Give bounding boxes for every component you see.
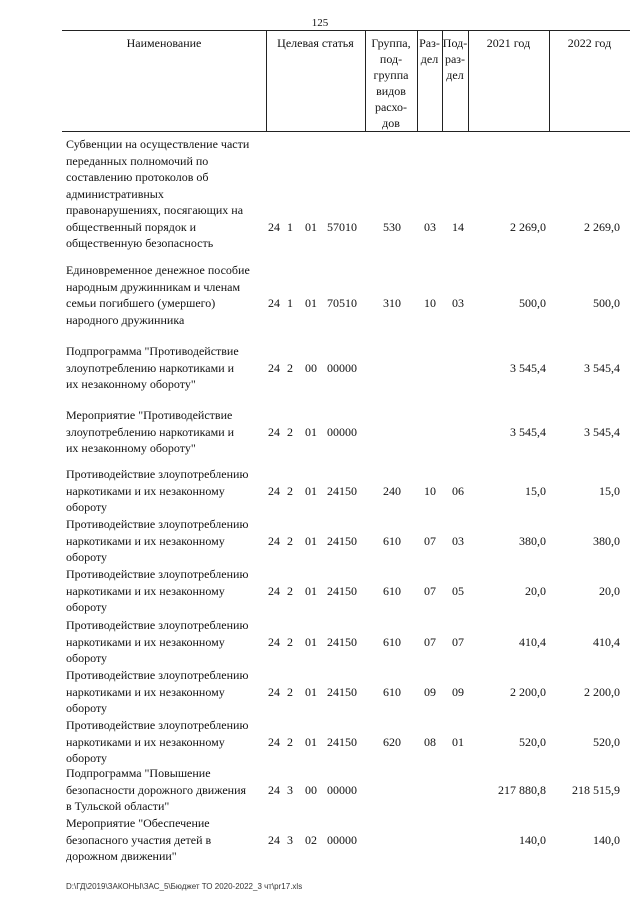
target-code-program: 24 xyxy=(268,634,280,649)
header-target: Целевая статья xyxy=(277,36,354,50)
row-name-line: наркотиками и их незаконному xyxy=(66,734,225,749)
row-name-line: административных xyxy=(66,186,164,201)
amount-2021: 3 545,4 xyxy=(510,360,546,375)
subsection-code: 05 xyxy=(452,583,464,598)
amount-2022: 380,0 xyxy=(593,533,620,548)
target-code-program: 24 xyxy=(268,360,280,375)
row-name xyxy=(66,343,266,393)
subsection-code: 09 xyxy=(452,684,464,699)
table-row xyxy=(0,262,640,328)
amount-2021: 140,0 xyxy=(519,832,546,847)
target-code-event: 01 xyxy=(305,583,317,598)
header-subsection-line: Под- xyxy=(442,36,468,50)
amount-2021: 15,0 xyxy=(525,483,546,498)
amount-2022: 20,0 xyxy=(599,583,620,598)
section-code: 10 xyxy=(424,483,436,498)
subsection-code: 01 xyxy=(452,734,464,749)
target-code-direction: 24150 xyxy=(327,684,357,699)
target-code-subprogram: 2 xyxy=(287,583,293,598)
header-section-line: Раз- xyxy=(419,36,440,50)
header-subsection-line: дел xyxy=(446,68,464,82)
amount-2022: 3 545,4 xyxy=(584,360,620,375)
amount-2021: 520,0 xyxy=(519,734,546,749)
target-code-subprogram: 2 xyxy=(287,684,293,699)
row-name-line: общественный порядок и xyxy=(66,219,197,234)
header-group-line: видов xyxy=(376,84,406,98)
target-code-direction: 00000 xyxy=(327,424,357,439)
page-number: 125 xyxy=(311,17,329,29)
amount-2021: 380,0 xyxy=(519,533,546,548)
row-name-line: наркотиками и их незаконному xyxy=(66,533,225,548)
row-name-line: наркотиками и их незаконному xyxy=(66,583,225,598)
row-name-line: их незаконному обороту" xyxy=(66,377,196,391)
section-code: 08 xyxy=(424,734,436,749)
row-name-line: злоупотреблению наркотиками и xyxy=(66,360,235,375)
table-row xyxy=(0,466,640,516)
target-code-subprogram: 1 xyxy=(287,296,293,310)
table-row xyxy=(0,667,640,717)
row-name-line: Единовременное денежное пособие xyxy=(66,263,250,277)
file-path-footer: D:\ГД\2019\ЗАКОНЫ\ЗАС_5\Бюджет ТО 2020-2022_3 чт\pr17.xls xyxy=(66,882,303,891)
subsection-code: 03 xyxy=(452,296,464,310)
target-code-subprogram: 2 xyxy=(287,424,293,439)
target-code-direction: 24150 xyxy=(327,583,357,598)
table-row xyxy=(0,717,640,767)
header-year-2022: 2022 год xyxy=(567,36,612,50)
target-code-event: 01 xyxy=(305,684,317,699)
row-name xyxy=(66,815,266,865)
header-subsection xyxy=(442,31,468,131)
row-name-line: обороту xyxy=(66,500,108,514)
row-name-line: народным дружинникам и членам xyxy=(66,279,241,294)
target-code-direction: 24150 xyxy=(327,734,357,749)
target-code-event: 02 xyxy=(305,832,317,847)
amount-2022: 520,0 xyxy=(593,734,620,749)
expense-group: 240 xyxy=(383,483,401,498)
target-code-subprogram: 2 xyxy=(287,483,293,498)
row-name-line: Противодействие злоупотреблению xyxy=(66,517,249,531)
target-code-program: 24 xyxy=(268,219,280,234)
row-name xyxy=(66,136,266,252)
expense-group: 610 xyxy=(383,533,401,548)
header-section xyxy=(417,31,442,131)
target-code-event: 01 xyxy=(305,424,317,439)
expense-group: 620 xyxy=(383,734,401,749)
amount-2022: 410,4 xyxy=(593,634,620,649)
subsection-code: 03 xyxy=(452,533,464,548)
amount-2021: 20,0 xyxy=(525,583,546,598)
column-divider xyxy=(365,30,366,131)
row-name-line: общественную безопасность xyxy=(66,236,214,250)
target-code-subprogram: 3 xyxy=(287,832,293,847)
header-section-line: дел xyxy=(420,52,439,66)
target-code-event: 01 xyxy=(305,296,317,310)
amount-2022: 140,0 xyxy=(593,832,620,847)
row-name xyxy=(66,566,266,616)
target-code-event: 01 xyxy=(305,219,317,234)
row-name-line: обороту xyxy=(66,751,108,765)
target-code-direction: 24150 xyxy=(327,483,357,498)
column-divider xyxy=(468,30,469,131)
amount-2022: 218 515,9 xyxy=(572,782,620,797)
row-name-line: Противодействие злоупотреблению xyxy=(66,668,249,682)
row-name-line: Противодействие злоупотреблению xyxy=(66,718,249,732)
target-code-program: 24 xyxy=(268,734,280,749)
table-row xyxy=(0,136,640,252)
amount-2022: 2 200,0 xyxy=(584,684,620,699)
section-code: 09 xyxy=(424,684,436,699)
amount-2021: 2 200,0 xyxy=(510,684,546,699)
target-code-subprogram: 1 xyxy=(287,219,293,234)
target-code-event: 01 xyxy=(305,483,317,498)
target-code-direction: 00000 xyxy=(327,782,357,797)
header-group-line: дов xyxy=(382,116,400,130)
target-code-program: 24 xyxy=(268,483,280,498)
row-name-line: обороту xyxy=(66,600,108,614)
target-code-event: 01 xyxy=(305,734,317,749)
row-name xyxy=(66,765,266,815)
row-name-line: составлению протоколов об xyxy=(66,170,209,184)
row-name-line: народного дружинника xyxy=(66,312,185,327)
row-name-line: обороту xyxy=(66,651,108,665)
amount-2021: 2 269,0 xyxy=(510,219,546,234)
target-code-subprogram: 3 xyxy=(287,782,293,797)
header-group-line: Группа, xyxy=(371,36,411,50)
subsection-code: 07 xyxy=(452,634,464,649)
column-divider xyxy=(442,30,443,131)
row-name-line: правонарушениях, посягающих на xyxy=(66,203,244,217)
table-row xyxy=(0,343,640,393)
expense-group: 310 xyxy=(383,296,401,310)
target-code-program: 24 xyxy=(268,583,280,598)
amount-2022: 500,0 xyxy=(593,296,620,310)
header-year-2021: 2021 год xyxy=(486,36,531,50)
section-code: 10 xyxy=(424,296,436,310)
row-name-line: наркотиками и их незаконному xyxy=(66,684,225,699)
row-name-line: наркотиками и их незаконному xyxy=(66,483,225,498)
target-code-program: 24 xyxy=(268,533,280,548)
row-name-line: Мероприятие "Обеспечение xyxy=(66,816,210,830)
column-divider xyxy=(549,30,550,131)
header-group xyxy=(365,31,417,131)
row-name-line: безопасного участия детей в xyxy=(66,832,212,847)
amount-2022: 15,0 xyxy=(599,483,620,498)
subsection-code: 14 xyxy=(452,219,464,234)
table-row xyxy=(0,617,640,667)
target-code-subprogram: 2 xyxy=(287,533,293,548)
row-name-line: Подпрограмма "Противодействие xyxy=(66,344,239,358)
row-name xyxy=(66,617,266,667)
target-code-direction: 24150 xyxy=(327,533,357,548)
row-name-line: дорожном движении" xyxy=(66,849,177,863)
row-name-line: их незаконному обороту" xyxy=(66,441,196,455)
row-name-line: в Тульской области" xyxy=(66,799,170,813)
section-code: 07 xyxy=(424,634,436,649)
table-row xyxy=(0,516,640,566)
row-name-line: Противодействие злоупотреблению xyxy=(66,467,249,481)
row-name-line: Мероприятие "Противодействие xyxy=(66,408,233,422)
amount-2021: 3 545,4 xyxy=(510,424,546,439)
target-code-direction: 57010 xyxy=(327,219,357,234)
column-divider xyxy=(417,30,418,131)
table-header xyxy=(62,30,630,132)
section-code: 07 xyxy=(424,583,436,598)
row-name xyxy=(66,262,266,328)
target-code-direction: 00000 xyxy=(327,832,357,847)
amount-2022: 2 269,0 xyxy=(584,219,620,234)
expense-group: 610 xyxy=(383,684,401,699)
row-name-line: Противодействие злоупотреблению xyxy=(66,567,249,581)
amount-2021: 500,0 xyxy=(519,296,546,310)
target-code-subprogram: 2 xyxy=(287,634,293,649)
row-name-line: Противодействие злоупотреблению xyxy=(66,618,249,632)
row-name-line: Субвенции на осуществление части xyxy=(66,137,250,151)
target-code-program: 24 xyxy=(268,782,280,797)
table-row xyxy=(0,566,640,616)
row-name-line: Подпрограмма "Повышение xyxy=(66,766,211,780)
header-group-line: группа xyxy=(373,68,409,82)
row-name xyxy=(66,466,266,516)
section-code: 03 xyxy=(424,219,436,234)
row-name xyxy=(66,717,266,767)
row-name-line: обороту xyxy=(66,550,108,564)
target-code-subprogram: 2 xyxy=(287,734,293,749)
target-code-program: 24 xyxy=(268,832,280,847)
target-code-direction: 70510 xyxy=(327,296,357,310)
expense-group: 610 xyxy=(383,634,401,649)
row-name-line: наркотиками и их незаконному xyxy=(66,634,225,649)
target-code-event: 00 xyxy=(305,360,317,375)
header-name: Наименование xyxy=(126,36,202,50)
row-name-line: безопасности дорожного движения xyxy=(66,782,247,797)
section-code: 07 xyxy=(424,533,436,548)
table-row xyxy=(0,765,640,815)
target-code-program: 24 xyxy=(268,296,280,310)
target-code-event: 01 xyxy=(305,533,317,548)
target-code-direction: 24150 xyxy=(327,634,357,649)
column-divider xyxy=(266,30,267,131)
row-name xyxy=(66,407,266,457)
row-name-line: злоупотреблению наркотиками и xyxy=(66,424,235,439)
target-code-subprogram: 2 xyxy=(287,360,293,375)
target-code-event: 00 xyxy=(305,782,317,797)
target-code-direction: 00000 xyxy=(327,360,357,375)
subsection-code: 06 xyxy=(452,483,464,498)
expense-group: 530 xyxy=(383,219,401,234)
target-code-event: 01 xyxy=(305,634,317,649)
amount-2022: 3 545,4 xyxy=(584,424,620,439)
row-name-line: семьи погибшего (умершего) xyxy=(66,296,216,310)
row-name xyxy=(66,516,266,566)
header-group-line: расхо- xyxy=(374,100,408,114)
header-group-line: под- xyxy=(379,52,403,66)
table-row xyxy=(0,407,640,457)
target-code-program: 24 xyxy=(268,684,280,699)
row-name-line: переданных полномочий по xyxy=(66,153,209,168)
target-code-program: 24 xyxy=(268,424,280,439)
row-name-line: обороту xyxy=(66,701,108,715)
table-row xyxy=(0,815,640,865)
amount-2021: 217 880,8 xyxy=(498,782,546,797)
amount-2021: 410,4 xyxy=(519,634,546,649)
header-subsection-line: раз- xyxy=(444,52,466,66)
row-name xyxy=(66,667,266,717)
expense-group: 610 xyxy=(383,583,401,598)
